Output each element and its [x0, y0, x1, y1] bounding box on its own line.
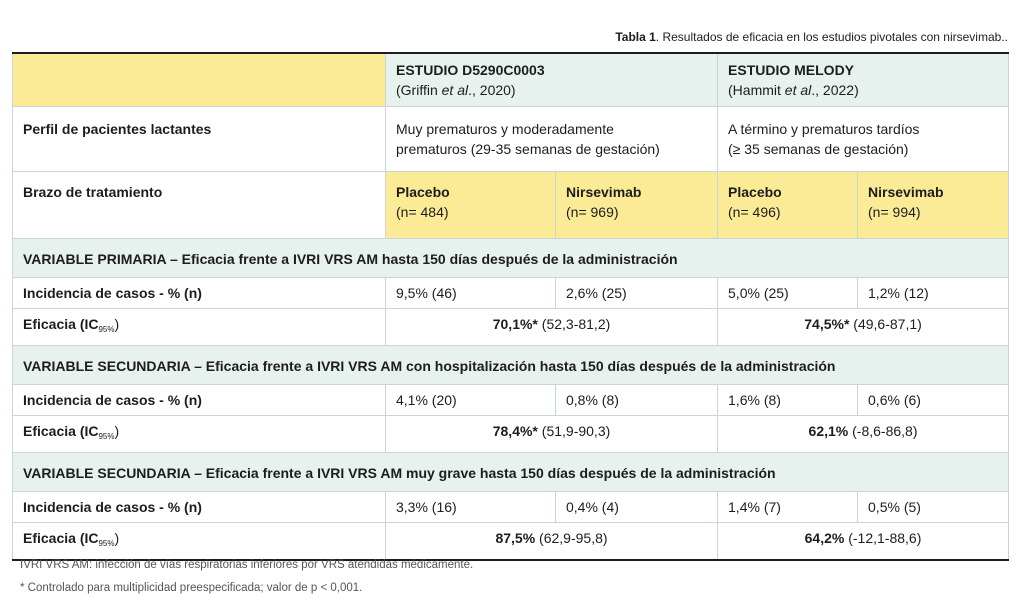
header-row [13, 53, 1009, 107]
section-secondary-hosp-title-row [13, 346, 1009, 385]
efficacy-study2-cell: 74,5%* (49,6-87,1) [718, 309, 1009, 346]
efficacy-study1-cell: 70,1%* (52,3-81,2) [386, 309, 718, 346]
efficacy-study1-cell: 87,5% (62,9-95,8) [386, 523, 718, 561]
study1-name: ESTUDIO D5290C0003 [396, 62, 545, 78]
arms-row [13, 172, 1009, 239]
incidence-cell: 0,4% (4) [556, 492, 718, 523]
section-title: VARIABLE SECUNDARIA – Eficacia frente a IVRI VRS AM muy grave hasta 150 días después de la administración [13, 453, 1009, 492]
arm-study1-nirsevimab: Nirsevimab (n= 969) [556, 172, 718, 239]
efficacy-table [12, 52, 1009, 561]
incidence-cell: 3,3% (16) [386, 492, 556, 523]
incidence-cell: 2,6% (25) [556, 278, 718, 309]
incidence-cell: 1,6% (8) [718, 385, 858, 416]
table-row [13, 385, 1009, 416]
study2-header [718, 53, 1009, 107]
incidence-label: Incidencia de casos - % (n) [13, 385, 386, 416]
incidence-label: Incidencia de casos - % (n) [13, 492, 386, 523]
study1-header [386, 53, 718, 107]
caption-label: Tabla 1 [615, 30, 656, 44]
footnote-abbreviation: IVRI VRS AM: infección de vías respiratorias inferiores por VRS atendidas médicamente. [20, 559, 474, 571]
table-row [13, 309, 1009, 346]
incidence-label: Incidencia de casos - % (n) [13, 278, 386, 309]
arm-study2-placebo: Placebo (n= 496) [718, 172, 858, 239]
efficacy-label: Eficacia $(IC_{95\%})$ [13, 309, 386, 346]
efficacy-label: Eficacia $(IC_{95\%})$ [13, 416, 386, 453]
study1-profile: Muy prematuros y moderadamente prematuros (29-35 semanas de gestación) [386, 107, 718, 172]
study2-reference: (Hammit et al., 2022) [728, 82, 859, 98]
section-secondary-severe-title-row [13, 453, 1009, 492]
table-row [13, 278, 1009, 309]
incidence-cell: 5,0% (25) [718, 278, 858, 309]
table-row [13, 416, 1009, 453]
header-empty-cell [13, 53, 386, 107]
section-title: VARIABLE SECUNDARIA – Eficacia frente a IVRI VRS AM con hospitalización hasta 150 días después de la administración [13, 346, 1009, 385]
section-title: VARIABLE PRIMARIA – Eficacia frente a IVRI VRS AM hasta 150 días después de la administración [13, 239, 1009, 278]
profile-label: Perfil de pacientes lactantes [13, 107, 386, 172]
incidence-cell: 1,4% (7) [718, 492, 858, 523]
incidence-cell: 0,8% (8) [556, 385, 718, 416]
table-row [13, 492, 1009, 523]
profile-row [13, 107, 1009, 172]
efficacy-study2-cell: 64,2% (-12,1-88,6) [718, 523, 1009, 561]
arm-study2-nirsevimab: Nirsevimab (n= 994) [858, 172, 1009, 239]
incidence-cell: 4,1% (20) [386, 385, 556, 416]
efficacy-label: Eficacia $(IC_{95\%})$ [13, 523, 386, 561]
footnote-asterisk: * Controlado para multiplicidad preespecificada; valor de p < 0,001. [20, 582, 363, 594]
table-row [13, 523, 1009, 561]
efficacy-study2-cell: 62,1% (-8,6-86,8) [718, 416, 1009, 453]
section-primary-title-row [13, 239, 1009, 278]
arms-label: Brazo de tratamiento [13, 172, 386, 239]
incidence-cell: 9,5% (46) [386, 278, 556, 309]
caption-text: . Resultados de eficacia en los estudios pivotales con nirsevimab.. [655, 30, 1008, 44]
arm-study1-placebo: Placebo (n= 484) [386, 172, 556, 239]
study1-reference: (Griffin et al., 2020) [396, 82, 516, 98]
study2-name: ESTUDIO MELODY [728, 62, 855, 78]
efficacy-study1-cell: 78,4%* (51,9-90,3) [386, 416, 718, 453]
incidence-cell: 1,2% (12) [858, 278, 1009, 309]
table-caption [615, 30, 1008, 44]
study2-profile: A término y prematuros tardíos (≥ 35 semanas de gestación) [718, 107, 1009, 172]
incidence-cell: 0,6% (6) [858, 385, 1009, 416]
incidence-cell: 0,5% (5) [858, 492, 1009, 523]
